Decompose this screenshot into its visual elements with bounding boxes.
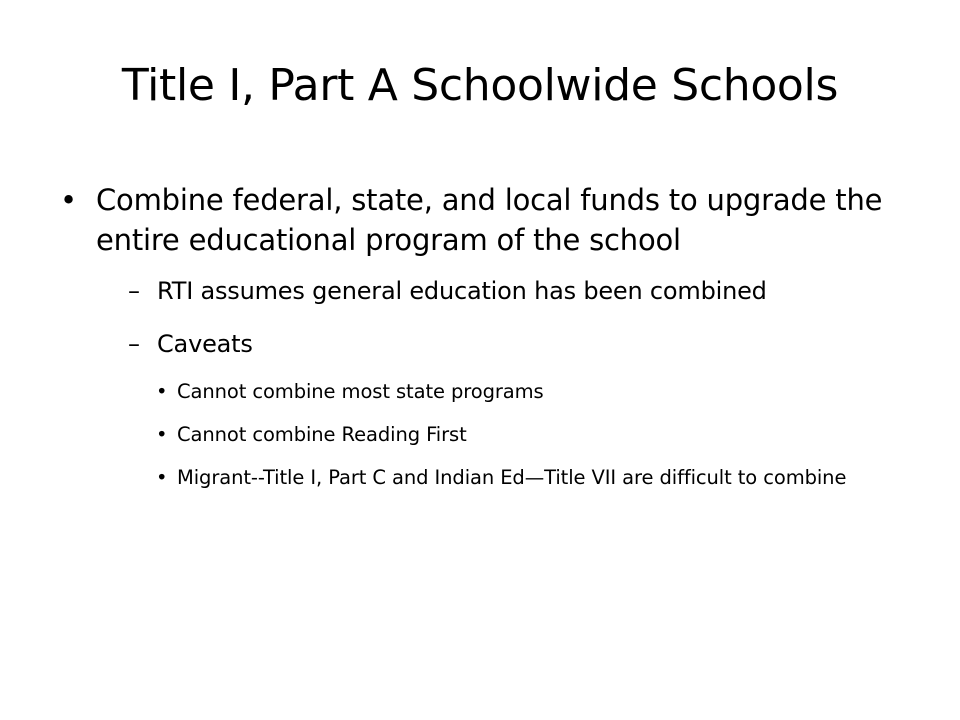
bullet-item (60, 180, 900, 260)
bullet-text: Combine federal, state, and local funds to upgrade the entire educational program of the school (96, 183, 883, 257)
bullet-icon: • (156, 423, 168, 446)
caveat-text: Cannot combine most state programs (177, 380, 544, 403)
sub-bullet-text: Caveats (157, 330, 253, 358)
bullet-icon: • (156, 380, 168, 403)
bullet-icon: • (156, 466, 168, 489)
caveat-text: Cannot combine Reading First (177, 423, 467, 446)
sub-bullet-item (128, 329, 900, 360)
caveat-item (156, 378, 900, 405)
slide-content (60, 180, 900, 507)
sub-bullet-item (128, 276, 900, 307)
caveat-text: Migrant--Title I, Part C and Indian Ed—Title VII are difficult to combine (177, 466, 847, 489)
slide-title: Title I, Part A Schoolwide Schools (121, 60, 839, 111)
dash-icon: – (128, 277, 140, 305)
bullet-icon: • (60, 183, 77, 217)
dash-icon: – (128, 330, 140, 358)
caveat-item (156, 421, 900, 448)
sub-bullet-text: RTI assumes general education has been combined (157, 277, 767, 305)
caveat-item (156, 464, 900, 491)
